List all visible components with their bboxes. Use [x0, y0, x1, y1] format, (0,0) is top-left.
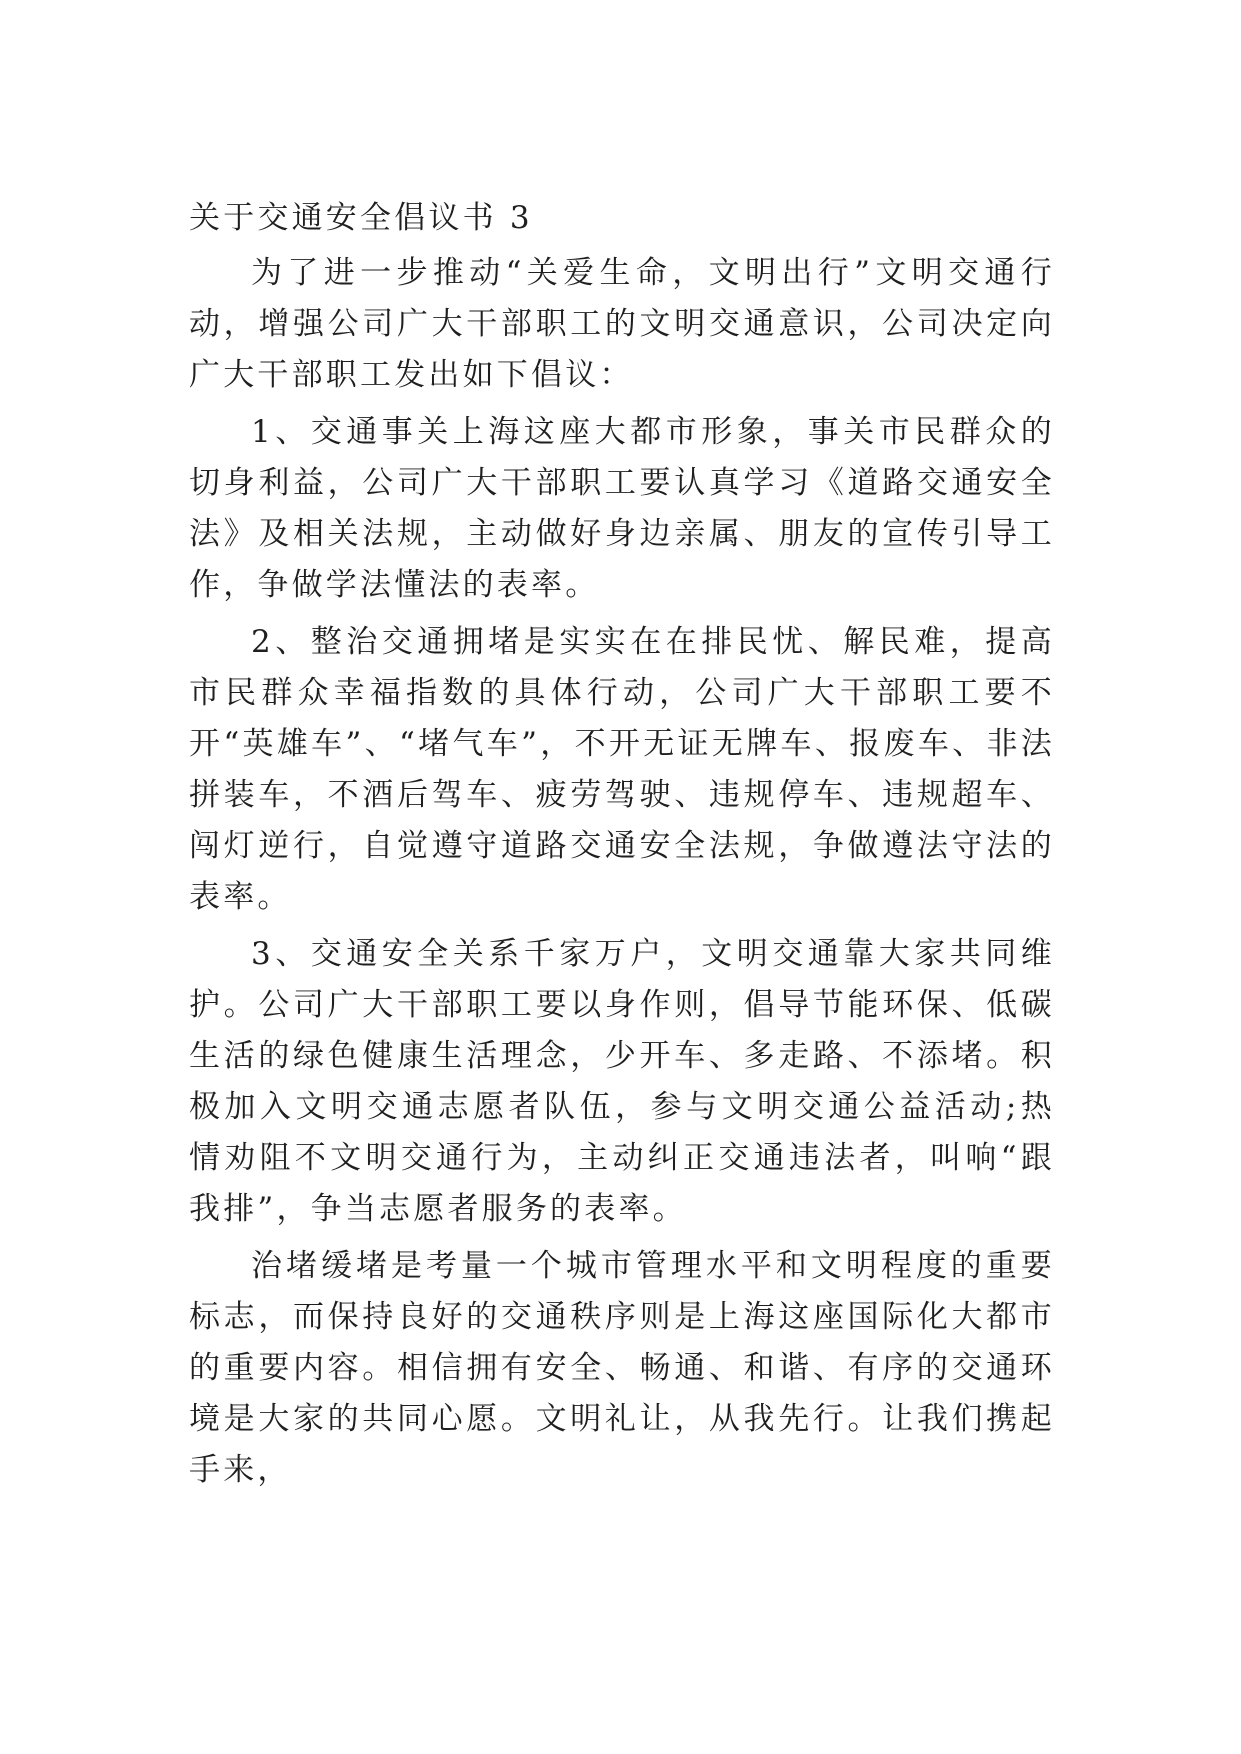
paragraph-intro: 为了进一步推动“关爱生命，文明出行”文明交通行动，增强公司广大干部职工的文明交通意识，公司决定向广大干部职工发出如下倡议： [189, 255, 1055, 393]
paragraph-item-2: 2、整治交通拥堵是实实在在排民忧、解民难，提高市民群众幸福指数的具体行动，公司广大干部职工要不开“英雄车”、“堵气车”，不开无证无牌车、报废车、非法拼装车，不酒后驾车、疲劳驾驶、违规停车、违规超车、闯灯逆行，自觉遵守道路交通安全法规，争做遵法守法的表率。 [189, 624, 1055, 915]
paragraph-closing: 治堵缓堵是考量一个城市管理水平和文明程度的重要标志，而保持良好的交通秩序则是上海这座国际化大都市的重要内容。相信拥有安全、畅通、和谐、有序的交通环境是大家的共同心愿。文明礼让，从我先行。让我们携起手来， [189, 1248, 1055, 1488]
document-body [189, 193, 1055, 1502]
paragraph-item-1: 1、交通事关上海这座大都市形象，事关市民群众的切身利益，公司广大干部职工要认真学习《道路交通安全法》及相关法规，主动做好身边亲属、朋友的宣传引导工作，争做学法懂法的表率。 [189, 414, 1055, 603]
paragraph-item-3: 3、交通安全关系千家万户，文明交通靠大家共同维护。公司广大干部职工要以身作则，倡导节能环保、低碳生活的绿色健康生活理念，少开车、多走路、不添堵。积极加入文明交通志愿者队伍，参与文明交通公益活动;热情劝阻不文明交通行为，主动纠正交通违法者，叫响“跟我排”，争当志愿者服务的表率。 [189, 936, 1055, 1227]
document-title: 关于交通安全倡议书 3 [189, 200, 533, 236]
